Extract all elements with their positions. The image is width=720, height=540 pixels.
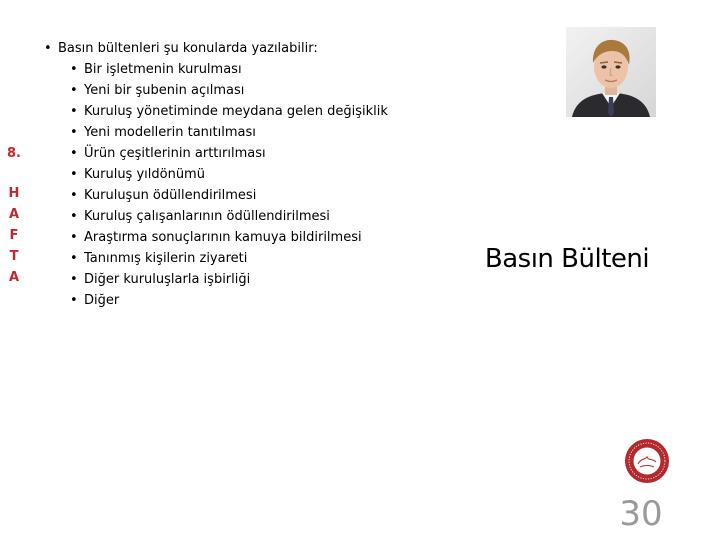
bullet-icon: • [70, 293, 78, 308]
list-item [70, 80, 388, 101]
bullet-icon: • [70, 167, 78, 182]
list-item-text: Yeni bir şubenin açılması [84, 83, 245, 98]
seal-icon [624, 438, 670, 484]
list-item-text: Kuruluşun ödüllendirilmesi [84, 188, 257, 203]
intro-bullet [44, 38, 318, 59]
portrait-illustration [566, 27, 656, 117]
topic-list [70, 59, 388, 311]
list-item-text: Diğer [84, 293, 120, 308]
slide-title: Basın Bülteni [484, 244, 650, 274]
list-item-text: Bir işletmenin kurulması [84, 62, 242, 77]
list-item-text: Kuruluş yıldönümü [84, 167, 205, 182]
list-item [70, 290, 388, 311]
bullet-icon: • [70, 272, 78, 287]
bullet-icon: • [70, 62, 78, 77]
list-item-text: Kuruluş çalışanlarının ödüllendirilmesi [84, 209, 330, 224]
bullet-icon: • [70, 230, 78, 245]
week-letter: T [9, 249, 19, 264]
list-item [70, 227, 388, 248]
week-letter: F [9, 228, 19, 243]
list-item [70, 101, 388, 122]
list-item-text: Diğer kuruluşlarla işbirliği [84, 272, 251, 287]
list-item [70, 143, 388, 164]
list-item [70, 59, 388, 80]
list-item [70, 122, 388, 143]
list-item [70, 206, 388, 227]
list-item [70, 269, 388, 290]
bullet-icon: • [70, 209, 78, 224]
bullet-icon: • [70, 146, 78, 161]
week-letter: H [8, 186, 20, 201]
week-label [6, 146, 22, 288]
list-item-text: Tanınmış kişilerin ziyareti [84, 251, 248, 266]
list-item-text: Ürün çeşitlerinin arttırılması [84, 146, 266, 161]
intro-text: Basın bültenleri şu konularda yazılabilir: [58, 41, 318, 56]
week-letter: A [8, 207, 20, 222]
bullet-icon: • [70, 251, 78, 266]
portrait-photo [566, 27, 656, 117]
week-number: 8. [7, 146, 21, 161]
bullet-icon: • [70, 83, 78, 98]
bullet-icon: • [70, 188, 78, 203]
list-item-text: Kuruluş yönetiminde meydana gelen değişiklik [84, 104, 388, 119]
list-item [70, 248, 388, 269]
bullet-icon: • [44, 41, 52, 56]
list-item [70, 185, 388, 206]
list-item-text: Yeni modellerin tanıtılması [84, 125, 256, 140]
page-number: 30 [619, 494, 663, 534]
bullet-icon: • [70, 104, 78, 119]
list-item-text: Araştırma sonuçlarının kamuya bildirilmesi [84, 230, 362, 245]
list-item [70, 164, 388, 185]
bullet-icon: • [70, 125, 78, 140]
university-seal-logo [624, 438, 670, 484]
week-letter: A [8, 270, 20, 285]
